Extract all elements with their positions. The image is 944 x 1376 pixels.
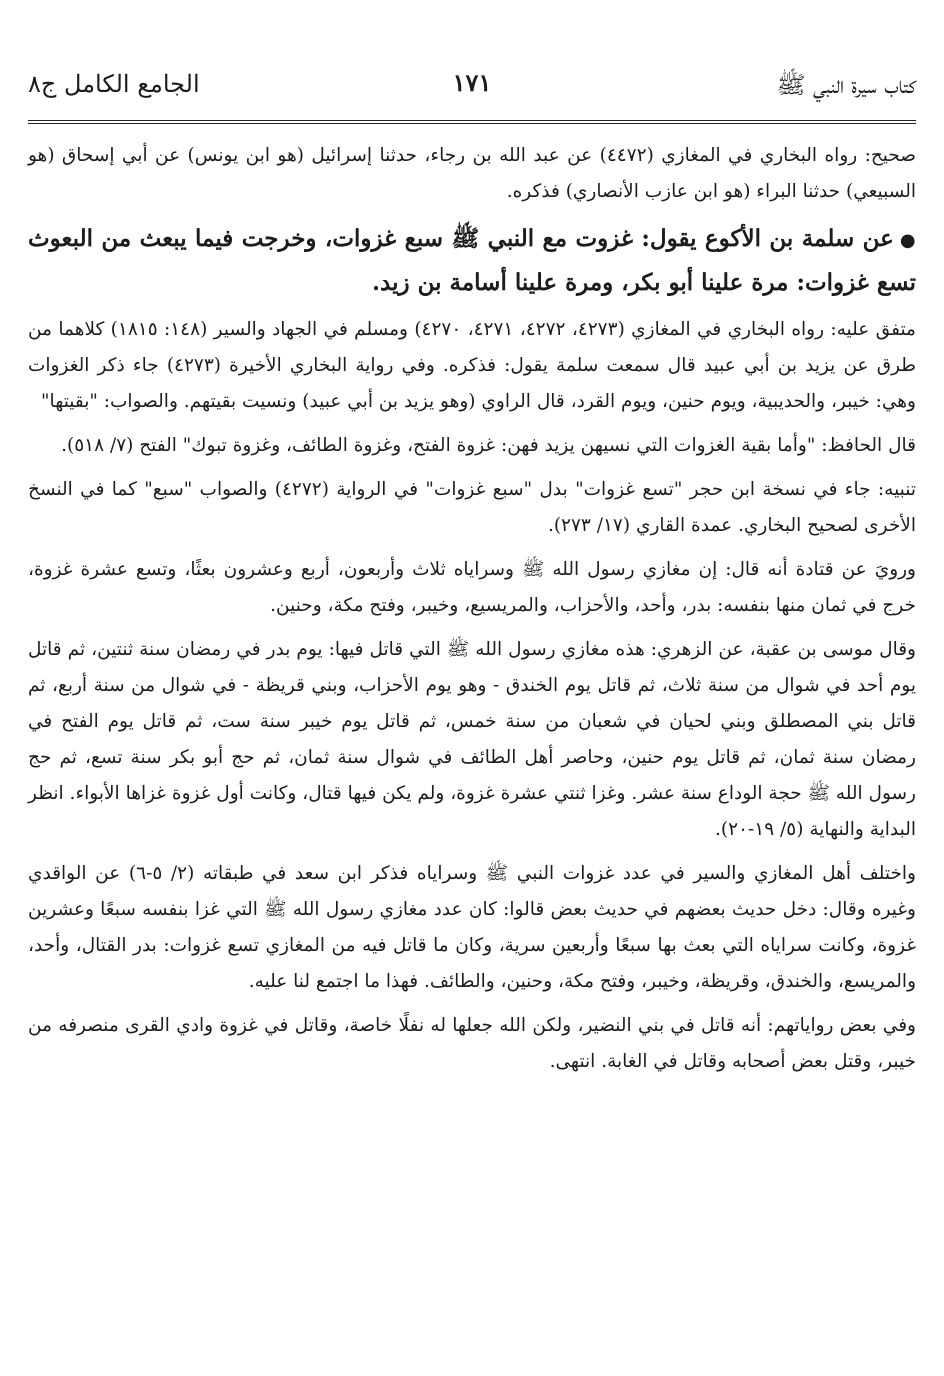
book-title: كتاب سيرة النبي ﷺ — [776, 71, 916, 99]
qatada-paragraph: ورويَ عن قتادة أنه قال: إن مغازي رسول الله ﷺ وسراياه ثلاث وأربعون، أربع وعشرون بعثًا، وتسع عشرة غزوة، خرج في ثمان منها بنفسه: بدر، وأحد، والأحزاب، والمريسيع، وخيبر، وفتح مكة، وحنين. — [28, 559, 916, 616]
page-number: ١٧١ — [452, 68, 492, 97]
hadith-text — [28, 218, 916, 304]
hadith-body: عن سلمة بن الأكوع يقول: غزوت مع النبي ﷺ سبع غزوات، وخرجت فيما يبعث من البعوث تسع غزوات: مرة علينا أبو بكر، ومرة علينا أسامة بن زيد. — [28, 225, 916, 296]
page-body — [28, 138, 916, 1356]
page-header — [28, 70, 916, 114]
ibn-saad-paragraph: واختلف أهل المغازي والسير في عدد غزوات النبي ﷺ وسراياه فذكر ابن سعد في طبقاته (٢/ ٥-٦) عن الواقدي وغيره وقال: دخل حديث بعضهم في حديث بعض قالوا: كان عدد مغازي رسول الله ﷺ التي غزا بنفسه سبعًا وعشرين غزوة، وكانت سراياه التي بعث بها سبعًا وأربعين سرية، وكان ما قاتل فيه من المغازي تسع غزوات: بدر القتال، وأحد، والمريسع، والخندق، وقريظة، وخيبر، وفتح مكة، وحنين، والطائف. فهذا ما اجتمع لنا عليه. — [28, 863, 916, 992]
grading-paragraph: صحيح: رواه البخاري في المغازي (٤٤٧٢) عن عبد الله بن رجاء، حدثنا إسرائيل (هو ابن يونس) عن أبي إسحاق (هو السبيعي) حدثنا البراء (هو ابن عازب الأنصاري) فذكره. — [28, 145, 916, 202]
zuhri-paragraph: وقال موسى بن عقبة، عن الزهري: هذه مغازي رسول الله ﷺ التي قاتل فيها: يوم بدر في رمضان سنة ثنتين، ثم قاتل يوم أحد في شوال من سنة ثلاث، ثم قاتل يوم الخندق - وهو يوم الأحزاب، وبني قريظة - في شوال من سنة أربع، ثم قاتل بني المصطلق وبني لحيان في شعبان من سنة خمس، ثم قاتل يوم خيبر سنة ست، ثم قاتل يوم الفتح في رمضان سنة ثمان، ثم قاتل يوم حنين، وحاصر أهل الطائف في شوال سنة ثمان، ثم حج أبو بكر سنة تسع، ثم حج رسول الله ﷺ حجة الوداع سنة عشر. وغزا ثنتي عشرة غزوة، ولم يكن فيها قتال، وكانت أول غزوة غزاها الأبواء. انظر البداية والنهاية (٥/ ١٩-٢٠). — [28, 639, 916, 840]
header-rule — [28, 120, 916, 124]
bullet-icon: ● — [899, 230, 916, 251]
hafiz-paragraph: قال الحافظ: "وأما بقية الغزوات التي نسيهن يزيد فهن: غزوة الفتح، وغزوة الطائف، وغزوة تبوك" الفتح (٧/ ٥١٨). — [61, 435, 916, 456]
riwayat-paragraph: وفي بعض رواياتهم: أنه قاتل في بني النضير، ولكن الله جعلها له نفلًا خاصة، وقاتل في غزوة وادي القرى منصرفه من خيبر، وقتل بعض أصحابه وقاتل في الغابة. انتهى. — [28, 1015, 916, 1072]
note-paragraph: تنبيه: جاء في نسخة ابن حجر "تسع غزوات" بدل "سبع غزوات" في الرواية (٤٢٧٢) والصواب "سبع" كما في النسخ الأخرى لصحيح البخاري. عمدة القاري (١٧/ ٢٧٣). — [28, 479, 916, 536]
takhrij-paragraph: متفق عليه: رواه البخاري في المغازي (٤٢٧٣، ٤٢٧٢، ٤٢٧١، ٤٢٧٠) ومسلم في الجهاد والسير (١٤٨: ١٨١٥) كلاهما من طرق عن يزيد بن أبي عبيد قال سمعت سلمة يقول: فذكره. وفي رواية البخاري الأخيرة (٤٢٧٣) جاء ذكر الغزوات وهي: خيبر، والحديبية، ويوم حنين، ويوم القرد، قال الراوي (وهو يزيد بن أبي عبيد) ونسيت بقيتهم. والصواب: "بقيتها" — [28, 319, 916, 412]
volume-title: الجامع الكامل ج٨ — [28, 70, 200, 98]
